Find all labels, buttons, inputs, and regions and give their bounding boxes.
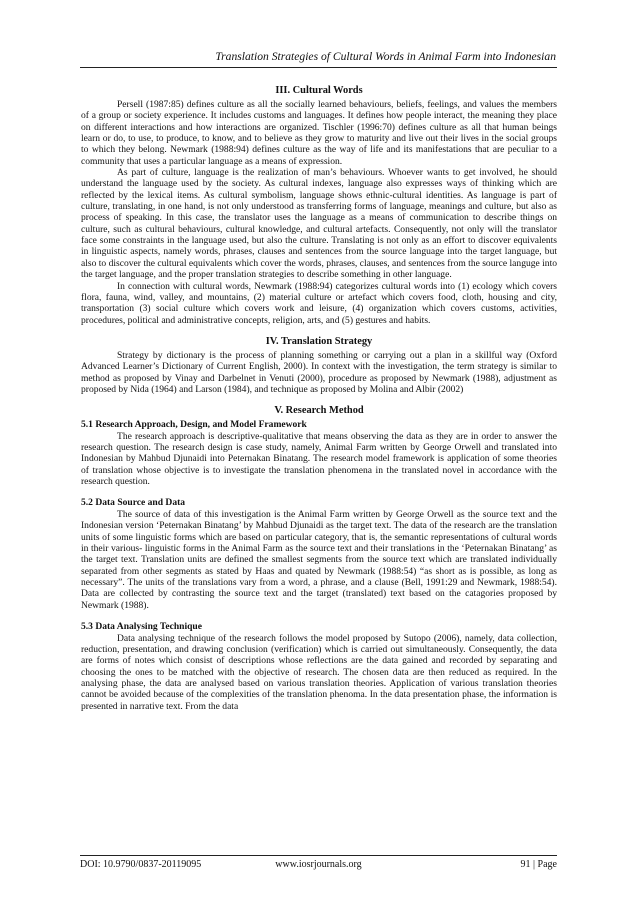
section-title-research-method: V. Research Method <box>274 405 364 417</box>
paragraph: Persell (1987:85) defines culture as all the socially learned behaviours, beliefs, feelings, and values the members of a group or society experience. It includes customs and languages. It defines how people interact, the meaning they place on different interactions and how interactions are organized. Tischler (1996:70) defines culture as all that human beings learn or do, to use, to produce, to know, and to believe as they grow to maturity and live out their lives in the social groups to which they belong. Newmark (1988:94) defines culture as the way of life and its manifestations that are peculiar to a community that uses a particular language as a means of expression. <box>81 99 557 167</box>
footer-website: www.iosrjournals.org <box>275 859 362 870</box>
paragraph: Strategy by dictionary is the process of planning something or carrying out a plan in a skillful way (Oxford Advanced Learner’s Dictionary of Current English, 2000). In context with the investigation, the term strategy is similar to method as proposed by Vinay and Darbelnet in Venuti (2000), procedure as proposed by Newmark (1988), adjustment as proposed by Nida (1964) and Larson (1984), and technique as proposed by Molina and Albir (2002) <box>81 349 557 395</box>
paragraph: The research approach is descriptive-qualitative that means observing the data as they are in order to answer the research question. The research design is case study, namely, Animal Farm written by George Orwell and translated into Indonesian by Mahbud Djunaidi into Peternakan Binatang. The research model framework is application of some theories of translation whose objective is to investigate the translation phenomena in the translated novel in accordance with the research question. <box>81 430 557 488</box>
header-rule <box>80 67 557 68</box>
article-body <box>81 85 557 712</box>
paragraph: As part of culture, language is the realization of man’s behaviours. Whoever wants to get involved, he should understand the language used by the society. As cultural indexes, language also expresses ways of thinking which are reflected by the lexical items. As cultural symbolism, language shows ethnic-cultural identities. As language is part of culture, translating, in one hand, is not only understood as transferring forms of language, meanings and culture, but also as process of speaking. In this case, the translator uses the language as a means of communication to describe things on culture, such as cultural behaviours, cultural knowledge, and cultural artefacts. Consequently, not only will the translator face some constraints in the language used, but also the culture. Translating is not only as an effort to discover equivalents in linguistic aspects, namely words, phrases, clauses and sentences from the source language into the target language, but also to discover the cultural equivalents which cover the words, phrases, clauses, and sentences from the source languge into the target language, and the proper translation strategies to describe something in other language. <box>81 167 557 281</box>
subsection-title: 5.3 Data Analysing Technique <box>81 621 202 633</box>
subsection-title: 5.1 Research Approach, Design, and Model Framework <box>81 419 307 431</box>
footer-doi: DOI: 10.9790/0837-20119095 <box>80 859 202 870</box>
subsection-title: 5.2 Data Source and Data <box>81 497 186 509</box>
running-header: Translation Strategies of Cultural Words in Animal Farm into Indonesian <box>215 50 556 63</box>
paragraph: The source of data of this investigation is the Animal Farm written by George Orwell as the source text and the Indonesian version ‘Peternakan Binatang’ by Mahbud Djunaidi as the target text. The data of the research are the translation units of some linguistic forms which are based on particular category, that is, the semantic representations of cultural words in their various- linguistic forms in the Animal Farm as the source text and their translations in the ‘Peternakan Binatang’ as the target text. Translation units are defined the smallest segments from the source text which are translated individually separated from other segments as stated by Haas and quated by Newmark (1988:54) “as short as is possible, as long as necessary”. The units of the translations vary from a word, a phrase, and a clause (Bell, 1991:29 and Newmark, 1988:54). Data are collected by contrasting the source text and the target (translated) text based on the catagories proposed by Newmark (1988). <box>81 508 557 611</box>
paragraph: In connection with cultural words, Newmark (1988:94) categorizes cultural words into (1) ecology which covers flora, fauna, wind, valley, and mountains, (2) material culture or artefact which covers food, cloth, housing and city, transportation (3) social culture which covers work and leisure, (4) organization which covers customs, activities, procedures, political and administrative concepts, religion, arts, and (5) gestures and habits. <box>81 280 557 326</box>
section-title-cultural-words: III. Cultural Words <box>275 85 363 96</box>
section-title-translation-strategy: IV. Translation Strategy <box>265 335 373 347</box>
footer-rule <box>80 855 557 856</box>
footer-page-number: 91 | Page <box>520 859 557 870</box>
paragraph: Data analysing technique of the research follows the model proposed by Sutopo (2006), namely, data collection, reduction, presentation, and drawing conclusion (verification) which is carried out simultaneously. Consequently, the data are forms of notes which consist of descriptions whose reflections are the data gained and recorded by separating and choosing the ones to be matched with the objective of research. The chosen data are then reduced as required. In the analysing phase, the data are analysed based on various translation theories. Application of various translation theories cannot be avoided because of the complexities of the translation phenoma. In the data presentation phase, the information is presented in narrative text. From the data <box>81 632 557 712</box>
